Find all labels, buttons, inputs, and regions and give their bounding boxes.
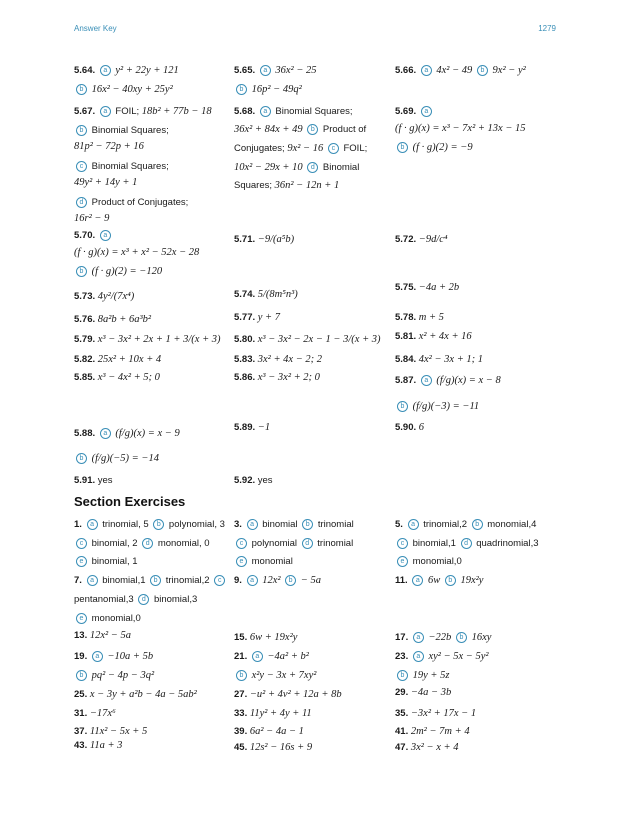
exercise-41: 41. 2m² − 7m + 4	[395, 726, 470, 737]
exercise-7-cd: pentanomial,3 d binomial,3	[74, 594, 198, 605]
answer-5-90: 5.90. 6	[395, 422, 425, 433]
exercise-25: 25. x − 3y + a²b − 4a − 5ab²	[74, 689, 197, 700]
answer-5-81: 5.81. x² + 4x + 16	[395, 331, 472, 342]
answer-5-67-d: 16r² − 9	[74, 213, 110, 224]
answer-5-79: 5.79. x³ − 3x² + 2x + 1 + 3/(x + 3)	[74, 334, 221, 345]
answer-5-65: 5.65. a 36x² − 25	[234, 65, 317, 76]
section-title: Section Exercises	[74, 494, 186, 509]
answer-5-88: 5.88. a (f/g)(x) = x − 9	[74, 428, 180, 439]
answer-5-89: 5.89. −1	[234, 422, 271, 433]
answer-5-67: 5.67. a FOIL; 18b² + 77b − 18	[74, 106, 212, 117]
page-number: 1279	[538, 24, 556, 33]
circled-a-icon: a	[421, 65, 432, 76]
answer-5-64: 5.64. a y² + 22y + 121	[74, 65, 179, 76]
answer-5-67-c-label: c Binomial Squares;	[74, 159, 229, 174]
answer-5-64-b: b 16x² − 40xy + 25y²	[74, 82, 229, 97]
exercise-17: 17. a −22b b 16xy	[395, 632, 492, 643]
exercise-35: 35. −3x² + 17x − 1	[395, 708, 477, 719]
circled-a-icon: a	[252, 651, 263, 662]
answer-5-82: 5.82. 25x² + 10x + 4	[74, 354, 162, 365]
answer-5-70: 5.70. a	[74, 228, 229, 243]
exercise-1-cd: c binomial, 2 d monomial, 0	[74, 536, 229, 551]
answer-5-66: 5.66. a 4x² − 49 b 9x² − y²	[395, 65, 526, 76]
circled-c-icon: c	[397, 538, 408, 549]
circled-a-icon: a	[100, 428, 111, 439]
answer-5-68-d: Squares; 36n² − 12n + 1	[234, 180, 340, 191]
exercise-9: 9. a 12x² b − 5a	[234, 575, 321, 586]
circled-d-icon: d	[142, 538, 153, 549]
exercise-3-cd: c polynomial d trinomial	[234, 536, 394, 551]
circled-c-icon: c	[76, 161, 87, 172]
circled-b-icon: b	[76, 125, 87, 136]
answer-5-68-c: 10x² − 29x + 10 d Binomial	[234, 162, 360, 173]
answer-5-70-a: (f · g)(x) = x³ + x² − 52x − 28	[74, 247, 200, 258]
answer-5-67-d-label: d Product of Conjugates;	[74, 195, 229, 210]
answer-5-80: 5.80. x³ − 3x² − 2x − 1 − 3/(x + 3)	[234, 334, 381, 345]
exercise-3-e: e monomial	[234, 554, 394, 569]
exercise-27: 27. −u² + 4v² + 12a + 8b	[234, 689, 342, 700]
answer-5-85: 5.85. x³ − 4x² + 5; 0	[74, 372, 160, 383]
exercise-5-cd: c binomial,1 d quadrinomial,3	[395, 536, 555, 551]
exercise-19: 19. a −10a + 5b	[74, 651, 154, 662]
exercise-37: 37. 11x² − 5x + 5	[74, 726, 148, 737]
exercise-5-e: e monomial,0	[395, 554, 555, 569]
circled-b-icon: b	[472, 519, 483, 530]
exercise-15: 15. 6w + 19x²y	[234, 632, 298, 643]
answer-5-68-b: Conjugates; 9x² − 16 c FOIL;	[234, 143, 368, 154]
exercise-33: 33. 11y² + 4y + 11	[234, 708, 312, 719]
circled-a-icon: a	[408, 519, 419, 530]
answer-5-78: 5.78. m + 5	[395, 312, 444, 323]
exercise-23: 23. a xy² − 5x − 5y²	[395, 651, 489, 662]
answer-5-65-b: b 16p² − 49q²	[234, 82, 394, 97]
answer-5-67-b-label: b Binomial Squares;	[74, 123, 229, 138]
circled-b-icon: b	[302, 519, 313, 530]
answer-5-88-b: b (f/g)(−5) = −14	[74, 451, 229, 466]
circled-b-icon: b	[285, 575, 296, 586]
circled-a-icon: a	[413, 651, 424, 662]
circled-a-icon: a	[413, 632, 424, 643]
exercise-21-b: b x²y − 3x + 7xy²	[234, 668, 394, 683]
exercise-7-e: e monomial,0	[74, 611, 229, 626]
circled-c-icon: c	[76, 538, 87, 549]
answer-5-87-b: b (f/g)(−3) = −11	[395, 399, 555, 414]
circled-b-icon: b	[153, 519, 164, 530]
answer-5-73: 5.73. 4y²/(7x⁴)	[74, 291, 135, 302]
circled-e-icon: e	[76, 556, 87, 567]
answer-5-74: 5.74. 5/(8m⁵n³)	[234, 289, 298, 300]
circled-a-icon: a	[100, 65, 111, 76]
exercise-7: 7. a binomial,1 b trinomial,2 c	[74, 573, 229, 588]
circled-a-icon: a	[100, 230, 111, 241]
answer-5-67-b: 81p² − 72p + 16	[74, 141, 144, 152]
answer-5-86: 5.86. x³ − 3x² + 2; 0	[234, 372, 320, 383]
circled-d-icon: d	[138, 594, 149, 605]
answer-5-87: 5.87. a (f/g)(x) = x − 8	[395, 375, 501, 386]
answer-5-70-b: b (f · g)(2) = −120	[74, 264, 229, 279]
exercise-11: 11. a 6w b 19x²y	[395, 575, 484, 586]
circled-b-icon: b	[236, 84, 247, 95]
answer-5-67-c: 49y² + 14y + 1	[74, 177, 138, 188]
circled-a-icon: a	[421, 375, 432, 386]
exercise-5: 5. a trinomial,2 b monomial,4	[395, 519, 537, 530]
circled-b-icon: b	[397, 670, 408, 681]
circled-a-icon: a	[260, 106, 271, 117]
exercise-29: 29. −4a − 3b	[395, 687, 452, 698]
circled-b-icon: b	[76, 670, 87, 681]
page-header	[74, 24, 556, 38]
circled-c-icon: c	[214, 575, 225, 586]
circled-c-icon: c	[236, 538, 247, 549]
answer-5-69: 5.69. a	[395, 104, 555, 119]
circled-d-icon: d	[76, 197, 87, 208]
exercise-21: 21. a −4a² + b²	[234, 651, 309, 662]
answer-5-75: 5.75. −4a + 2b	[395, 282, 460, 293]
exercise-1-e: e binomial, 1	[74, 554, 229, 569]
exercise-1: 1. a trinomial, 5 b polynomial, 3	[74, 519, 225, 530]
circled-c-icon: c	[328, 143, 339, 154]
circled-b-icon: b	[477, 65, 488, 76]
circled-e-icon: e	[397, 556, 408, 567]
circled-b-icon: b	[397, 401, 408, 412]
answer-5-92: 5.92. yes	[234, 475, 273, 486]
circled-a-icon: a	[421, 106, 432, 117]
circled-b-icon: b	[456, 632, 467, 643]
exercise-31: 31. −17x⁶	[74, 708, 116, 719]
circled-d-icon: d	[461, 538, 472, 549]
circled-a-icon: a	[247, 575, 258, 586]
answer-5-84: 5.84. 4x² − 3x + 1; 1	[395, 354, 484, 365]
circled-b-icon: b	[445, 575, 456, 586]
circled-a-icon: a	[247, 519, 258, 530]
answer-5-91: 5.91. yes	[74, 475, 113, 486]
circled-b-icon: b	[397, 142, 408, 153]
answer-5-69-b: b (f · g)(2) = −9	[395, 140, 555, 155]
circled-a-icon: a	[87, 519, 98, 530]
circled-b-icon: b	[150, 575, 161, 586]
circled-b-icon: b	[307, 124, 318, 135]
circled-a-icon: a	[412, 575, 423, 586]
header-title: Answer Key	[74, 24, 117, 33]
circled-b-icon: b	[236, 670, 247, 681]
exercise-3: 3. a binomial b trinomial	[234, 519, 354, 530]
answer-5-71: 5.71. −9/(a⁵b)	[234, 234, 295, 245]
answer-5-68-a: 36x² + 84x + 49 b Product of	[234, 124, 367, 135]
exercise-39: 39. 6a² − 4a − 1	[234, 726, 304, 737]
circled-a-icon: a	[100, 106, 111, 117]
circled-a-icon: a	[87, 575, 98, 586]
exercise-23-b: b 19y + 5z	[395, 668, 555, 683]
exercise-19-b: b pq² − 4p − 3q²	[74, 668, 229, 683]
exercise-47: 47. 3x² − x + 4	[395, 742, 459, 753]
circled-b-icon: b	[76, 266, 87, 277]
answer-5-72: 5.72. −9d/c⁴	[395, 234, 448, 245]
circled-d-icon: d	[302, 538, 313, 549]
answer-5-83: 5.83. 3x² + 4x − 2; 2	[234, 354, 323, 365]
answer-5-76: 5.76. 8a²b + 6a³b²	[74, 314, 152, 325]
answer-5-68: 5.68. a Binomial Squares;	[234, 106, 353, 117]
circled-b-icon: b	[76, 453, 87, 464]
exercise-43: 43. 11a + 3	[74, 740, 123, 751]
exercise-13: 13. 12x² − 5a	[74, 630, 131, 641]
circled-a-icon: a	[260, 65, 271, 76]
circled-b-icon: b	[76, 84, 87, 95]
answer-5-69-a: (f · g)(x) = x³ − 7x² + 13x − 15	[395, 123, 526, 134]
circled-e-icon: e	[76, 613, 87, 624]
circled-a-icon: a	[92, 651, 103, 662]
circled-e-icon: e	[236, 556, 247, 567]
exercise-45: 45. 12s² − 16s + 9	[234, 742, 313, 753]
answer-5-77: 5.77. y + 7	[234, 312, 281, 323]
circled-d-icon: d	[307, 162, 318, 173]
